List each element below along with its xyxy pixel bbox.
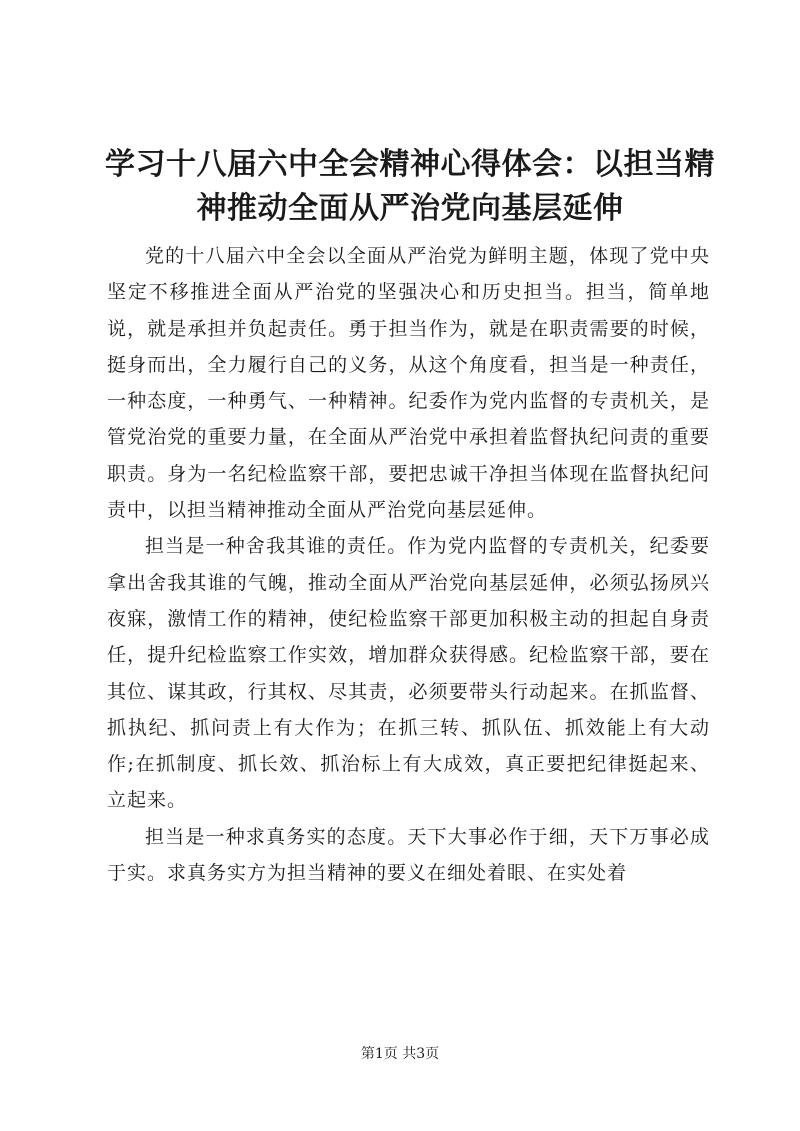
document-title: 学习十八届六中全会精神心得体会：以担当精神推动全面从严治党向基层延伸: [105, 147, 715, 226]
paragraph: 担当是一种舍我其谁的责任。作为党内监督的专责机关，纪委要拿出舍我其谁的气魄，推动全面从严治党向基层延伸，必须弘扬夙兴夜寐，激情工作的精神，使纪检监察干部更加积极主动的担起自身责任，提升纪检监察工作实效，增加群众获得感。纪检监察干部，要在其位、谋其政，行其权、尽其责，必须要带头行动起来。在抓监督、抓执纪、抓问责上有大作为；在抓三转、抓队伍、抓效能上有大动作;在抓制度、抓长效、抓治标上有大成效，真正要把纪律挺起来、立起来。: [107, 535, 710, 812]
paragraph: 党的十八届六中全会以全面从严治党为鲜明主题，体现了党中央坚定不移推进全面从严治党的坚强决心和历史担当。担当，简单地说，就是承担并负起责任。勇于担当作为，就是在职责需要的时候，挺身而出，全力履行自己的义务，从这个角度看，担当是一种责任，一种态度，一种勇气、一种精神。纪委作为党内监督的专责机关，是管党治党的重要力量，在全面从严治党中承担着监督执纪问责的重要职责。身为一名纪检监察干部，要把忠诚干净担当体现在监督执纪问责中，以担当精神推动全面从严治党向基层延伸。: [107, 245, 710, 522]
paragraph: 担当是一种求真务实的态度。天下大事必作于细，天下万事必成于实。求真务实方为担当精神的要义在细处着眼、在实处着: [107, 825, 710, 885]
page-number-footer: 第1页 共3页: [360, 1046, 440, 1062]
document-body: [107, 238, 710, 891]
